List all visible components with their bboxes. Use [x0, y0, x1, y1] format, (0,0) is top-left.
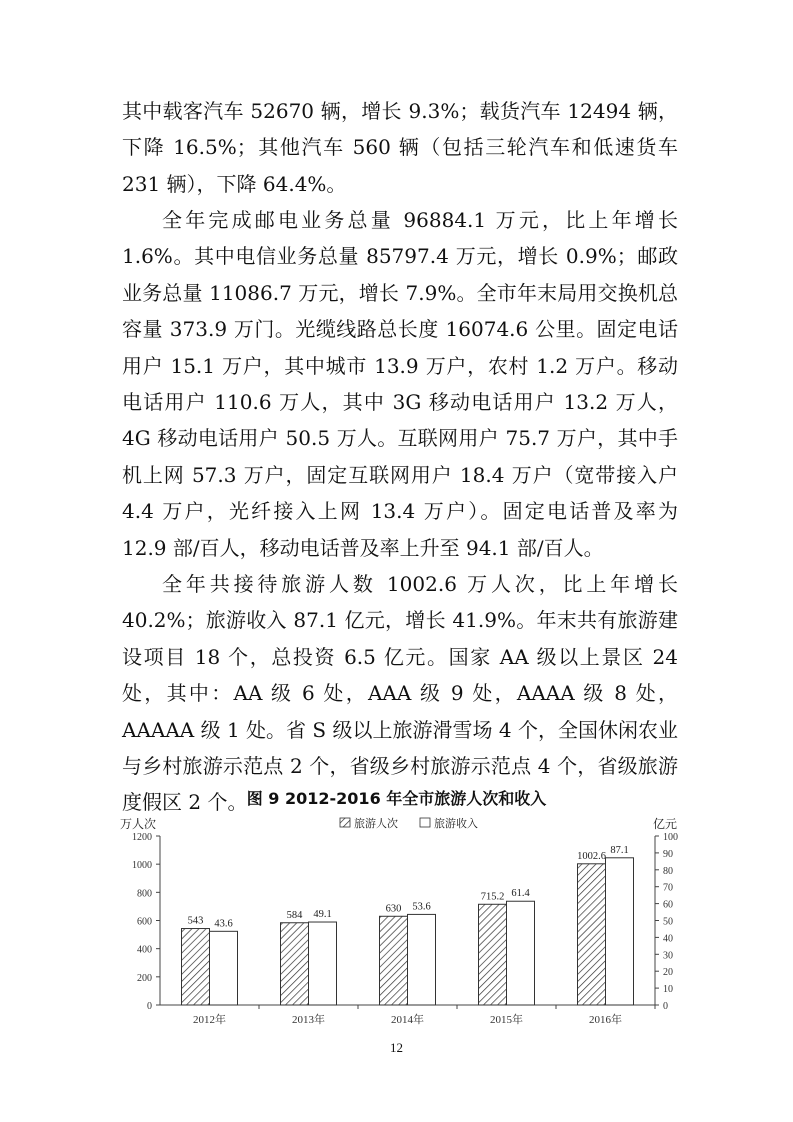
bar-revenue [309, 922, 337, 1005]
data-label-visitors: 1002.6 [577, 850, 606, 862]
bars-layer [182, 858, 634, 1005]
data-label-visitors: 715.2 [480, 891, 505, 903]
legend-swatch-revenue [420, 818, 430, 827]
x-tick-label: 2015年 [490, 1014, 523, 1026]
right-tick-label: 20 [663, 967, 673, 979]
right-tick-label: 90 [663, 848, 673, 860]
left-tick-label: 600 [137, 916, 152, 928]
legend-label-visitors: 旅游人次 [354, 818, 398, 830]
x-tick-label: 2014年 [391, 1014, 424, 1026]
paragraph-vehicles: 其中载客汽车 52670 辆，增长 9.3%；载货汽车 12494 辆，下降 16.5%；其他汽车 560 辆（包括三轮汽车和低速货车 231 辆），下降 64.4%。 [122, 99, 678, 196]
legend [340, 816, 478, 830]
bar-visitors [479, 904, 507, 1005]
legend-label-revenue: 旅游收入 [434, 818, 478, 830]
left-tick-label: 200 [137, 972, 152, 984]
data-label-visitors: 584 [286, 909, 303, 921]
data-label-revenue: 87.1 [610, 844, 629, 856]
left-tick-label: 0 [147, 1001, 152, 1012]
bar-revenue [507, 901, 535, 1005]
right-tick-label: 80 [663, 865, 673, 877]
right-tick-label: 10 [663, 984, 673, 996]
right-tick-label: 70 [663, 882, 673, 894]
left-tick-label: 1000 [132, 860, 152, 872]
legend-swatch-visitors [340, 818, 350, 827]
left-tick-label: 800 [137, 888, 152, 900]
data-label-revenue: 43.6 [214, 918, 233, 930]
bar-revenue [408, 914, 436, 1005]
chart-svg [100, 808, 720, 1033]
paragraph-tourism: 全年共接待旅游人数 1002.6 万人次，比上年增长 40.2%；旅游收入 87.1 亿元，增长 41.9%。年末共有旅游建设项目 18 个，总投资 6.5 亿元。国家 AA 级以上景区 24 处，其中：AA 级 6 处，AAA 级 9 处，AAAA 级 8 处，AAAAA 级 1 处。省 S 级以上旅游滑雪场 4 个，全国休闲农业与乡村旅游示范点 2 个，省级乡村旅游示范点 4 个，省级旅游度假区 2 个。 [122, 572, 678, 815]
left-tick-label: 1200 [132, 832, 152, 843]
x-tick-label: 2013年 [292, 1014, 325, 1026]
x-tick-label: 2016年 [589, 1014, 622, 1026]
right-tick-label: 30 [663, 950, 673, 962]
bar-revenue [606, 858, 634, 1005]
data-label-revenue: 49.1 [313, 909, 332, 921]
right-axis-title: 亿元 [653, 817, 678, 831]
data-label-revenue: 53.6 [412, 901, 431, 913]
tourism-chart [100, 808, 720, 1033]
right-tick-label: 100 [663, 832, 678, 843]
bar-visitors [281, 923, 309, 1005]
right-tick-label: 0 [663, 1001, 668, 1012]
left-tick-label: 400 [137, 944, 152, 956]
x-tick-label: 2012年 [193, 1014, 226, 1026]
data-label-revenue: 61.4 [511, 888, 530, 900]
paragraph-telecom: 全年完成邮电业务总量 96884.1 万元，比上年增长 1.6%。其中电信业务总量 85797.4 万元，增长 0.9%；邮政业务总量 11086.7 万元，增长 7.9%。全市年末局用交换机总容量 373.9 万门。光缆线路总长度 16074.6 公里。固定电话用户 15.1 万户，其中城市 13.9 万户，农村 1.2 万户。移动电话用户 110.6 万人，其中 3G 移动电话用户 13.2 万人，4G 移动电话用户 50.5 万人。互联网用户 75.7 万户，其中手机上网 57.3 万户，固定互联网用户 18.4 万户（宽带接入户 4.4 万户，光纤接入上网 13.4 万户）。固定电话普及率为 12.9 部/百人，移动电话普及率上升至 94.1 部/百人。 [122, 208, 678, 560]
bar-visitors [182, 929, 210, 1005]
right-tick-label: 60 [663, 899, 673, 911]
bar-visitors [578, 864, 606, 1005]
data-label-visitors: 543 [187, 915, 204, 927]
figure-title: 图 9 2012-2016 年全市旅游人次和收入 [246, 789, 547, 808]
bar-visitors [380, 916, 408, 1005]
left-axis-title: 万人次 [120, 817, 157, 831]
right-tick-label: 50 [663, 916, 673, 928]
data-label-visitors: 630 [385, 903, 402, 915]
bar-revenue [210, 931, 238, 1005]
page-number: 12 [390, 1040, 403, 1055]
right-tick-label: 40 [663, 933, 673, 945]
